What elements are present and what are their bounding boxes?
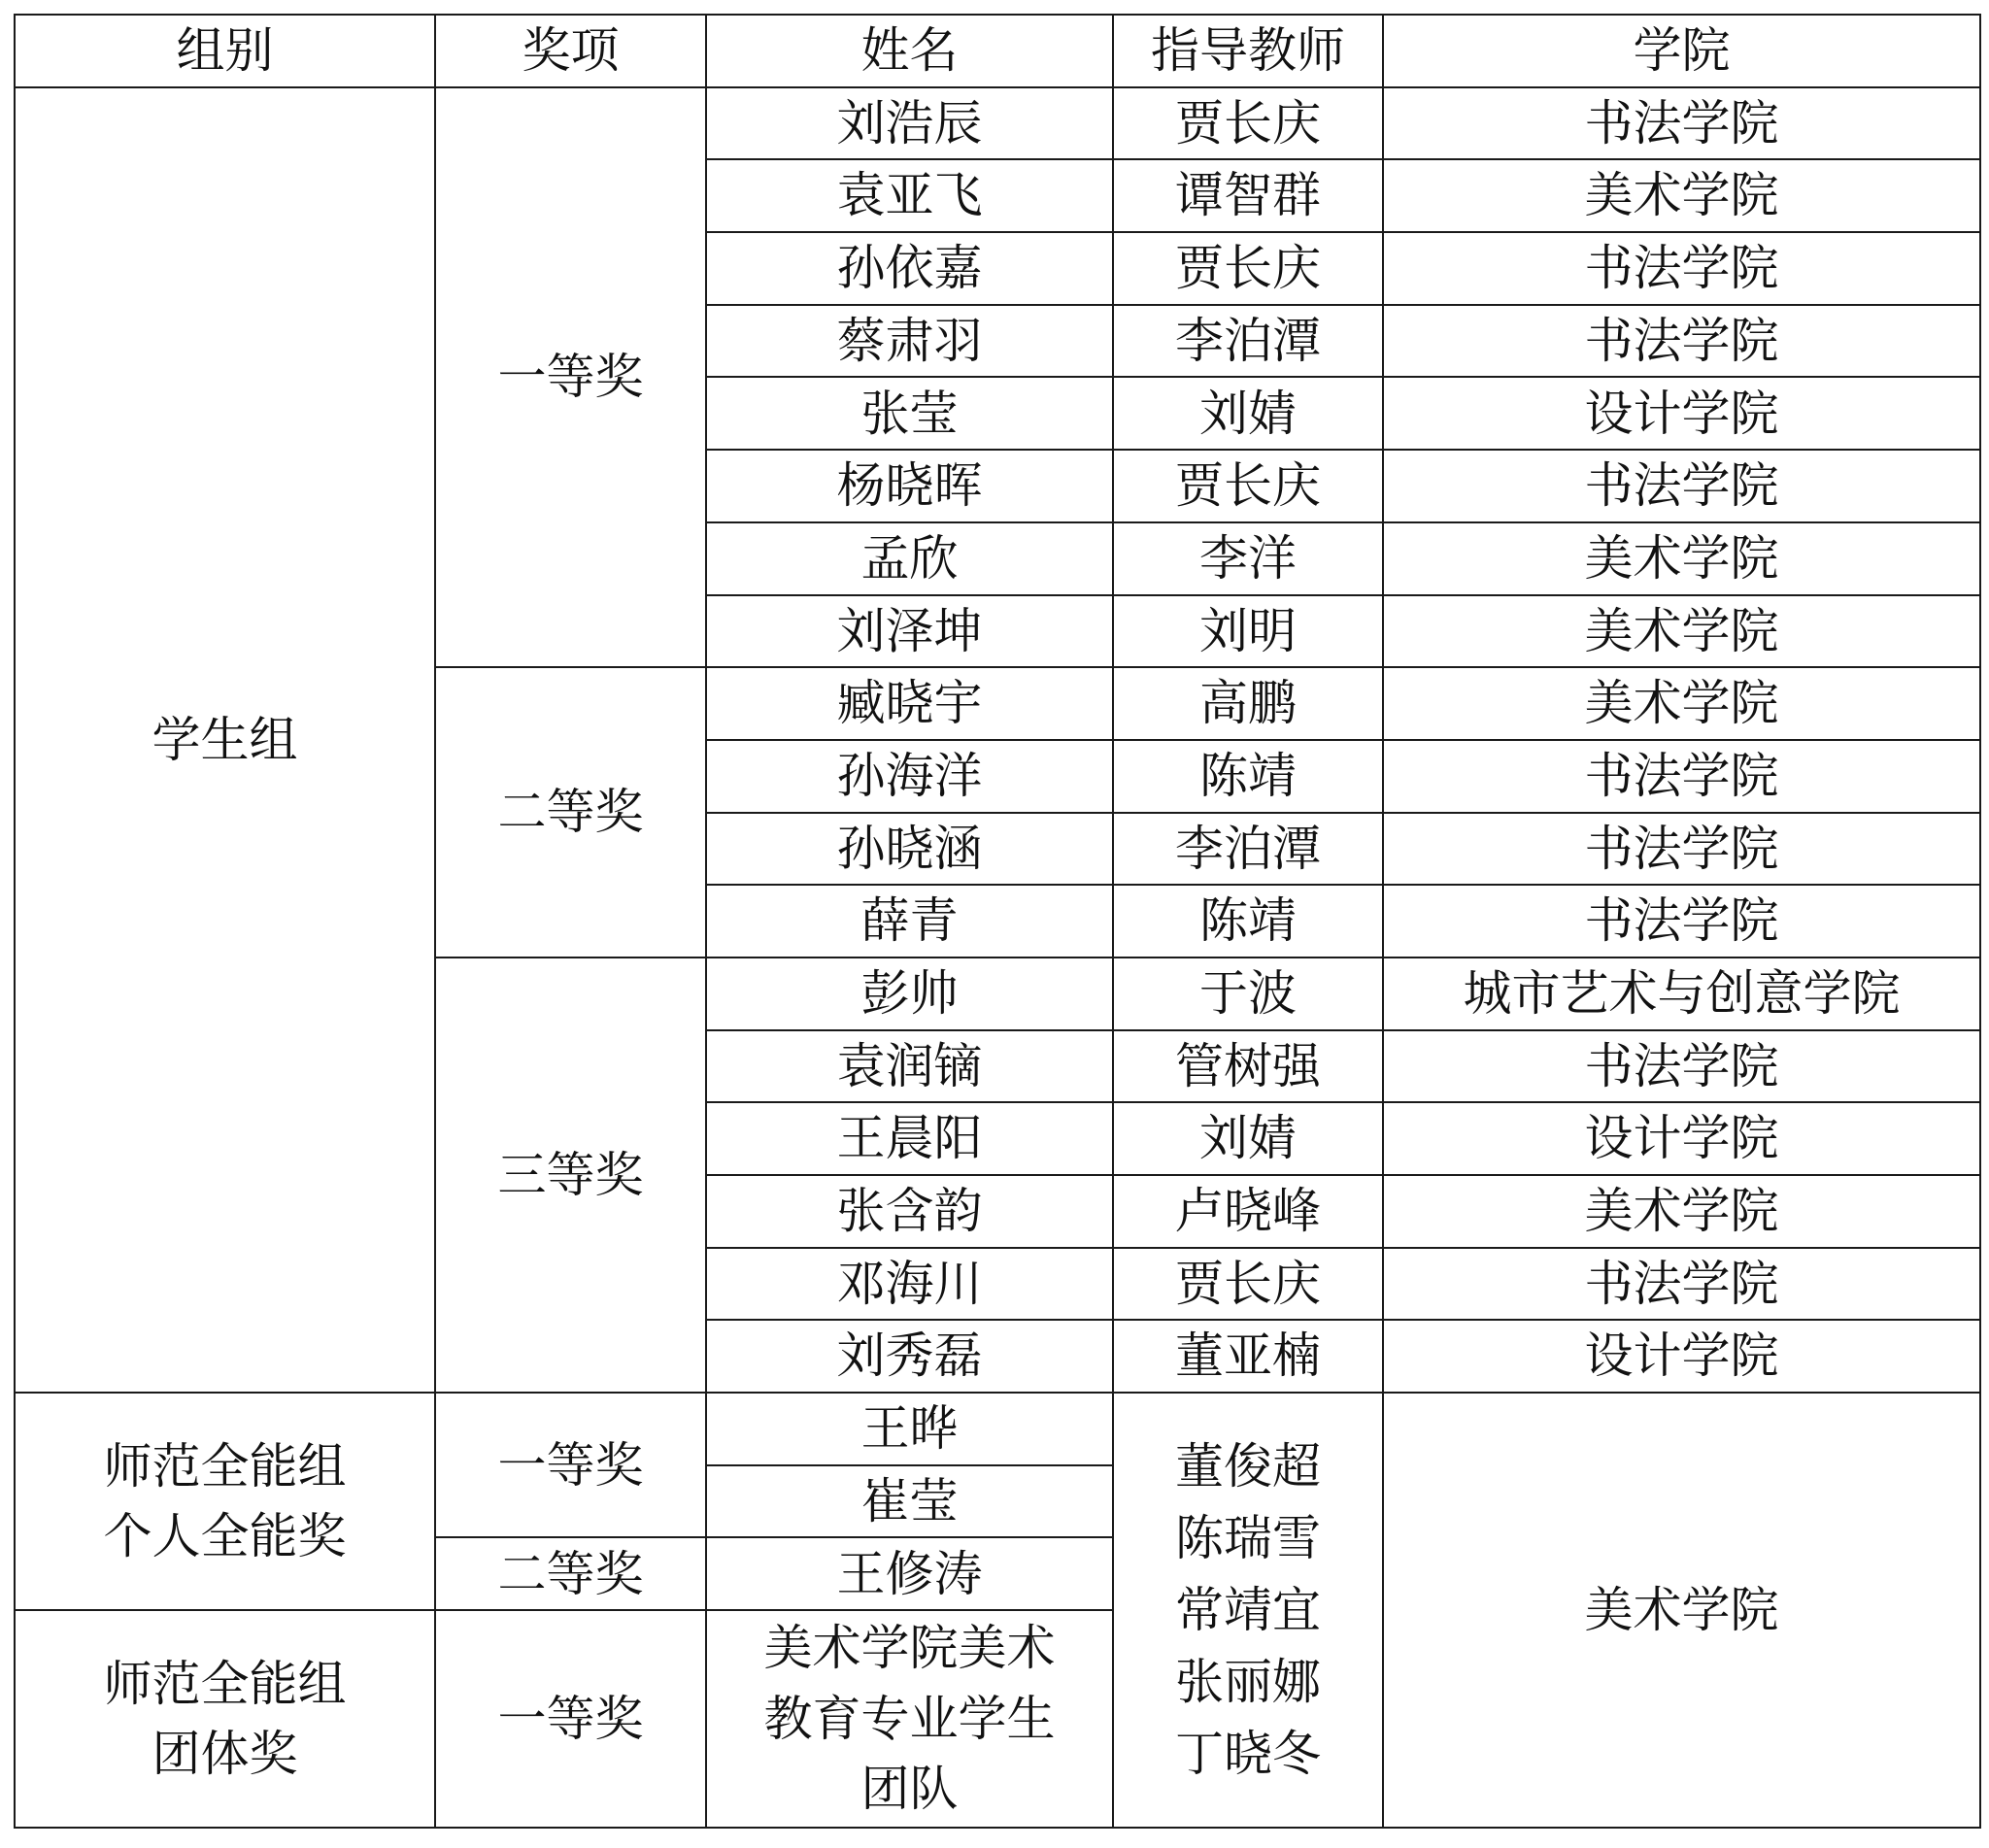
college-cell-shared: 美术学院 (1383, 1393, 1980, 1828)
team-line2: 教育专业学生 (763, 1690, 1056, 1747)
name-cell: 臧晓宇 (706, 667, 1113, 740)
header-college: 学院 (1383, 15, 1980, 87)
name-cell: 杨晓晖 (706, 450, 1113, 522)
college-cell: 书法学院 (1383, 1030, 1980, 1103)
college-cell: 书法学院 (1383, 885, 1980, 958)
name-cell-team (706, 1610, 1113, 1828)
college-cell: 书法学院 (1383, 232, 1980, 305)
college-cell: 设计学院 (1383, 377, 1980, 450)
name-cell: 邓海川 (706, 1248, 1113, 1321)
college-cell: 美术学院 (1383, 159, 1980, 232)
name-cell: 孙海洋 (706, 740, 1113, 813)
college-cell: 美术学院 (1383, 1175, 1980, 1248)
prize-cell-third: 三等奖 (435, 958, 706, 1393)
name-cell: 刘浩辰 (706, 87, 1113, 160)
teacher-cell: 刘婧 (1113, 1102, 1383, 1175)
prize-cell-first: 一等奖 (435, 87, 706, 668)
name-cell: 孙晓涵 (706, 813, 1113, 886)
name-cell: 崔莹 (706, 1465, 1113, 1538)
name-cell: 张莹 (706, 377, 1113, 450)
team-line3: 团队 (860, 1761, 959, 1818)
college-cell: 书法学院 (1383, 1248, 1980, 1321)
teacher-cell: 贾长庆 (1113, 87, 1383, 160)
teacher-cell: 李洋 (1113, 522, 1383, 595)
college-cell: 城市艺术与创意学院 (1383, 958, 1980, 1030)
header-name: 姓名 (706, 15, 1113, 87)
teacher-cell: 陈靖 (1113, 885, 1383, 958)
name-cell: 王晨阳 (706, 1102, 1113, 1175)
college-cell: 书法学院 (1383, 740, 1980, 813)
teacher-cell: 卢晓峰 (1113, 1175, 1383, 1248)
name-cell: 蔡肃羽 (706, 305, 1113, 378)
header-group: 组别 (15, 15, 435, 87)
name-cell: 王晔 (706, 1393, 1113, 1465)
teacher-cell: 刘婧 (1113, 377, 1383, 450)
prize-cell-second: 二等奖 (435, 667, 706, 958)
header-prize: 奖项 (435, 15, 706, 87)
college-cell: 书法学院 (1383, 450, 1980, 522)
name-cell: 刘泽坤 (706, 595, 1113, 668)
team-line1: 美术学院美术 (763, 1620, 1056, 1677)
name-cell: 孙依嘉 (706, 232, 1113, 305)
college-cell: 设计学院 (1383, 1102, 1980, 1175)
group-cell-individual (15, 1393, 435, 1610)
teacher-cell: 董亚楠 (1113, 1320, 1383, 1393)
shared-teacher: 董俊超 (1175, 1438, 1321, 1495)
group-team-line1: 师范全能组 (103, 1655, 347, 1712)
college-cell: 书法学院 (1383, 87, 1980, 160)
teacher-cell: 贾长庆 (1113, 232, 1383, 305)
shared-teacher: 丁晓冬 (1175, 1726, 1321, 1783)
name-cell: 袁亚飞 (706, 159, 1113, 232)
name-cell: 王修涛 (706, 1537, 1113, 1610)
table-row (15, 87, 1980, 160)
group-cell-student: 学生组 (15, 87, 435, 1393)
prize-cell-individual-second: 二等奖 (435, 1537, 706, 1610)
teacher-cell: 贾长庆 (1113, 450, 1383, 522)
teacher-cell-shared (1113, 1393, 1383, 1828)
prize-cell-team: 一等奖 (435, 1610, 706, 1828)
group-individual-line2: 个人全能奖 (103, 1508, 347, 1565)
college-cell: 美术学院 (1383, 595, 1980, 668)
name-cell: 彭帅 (706, 958, 1113, 1030)
teacher-cell: 刘明 (1113, 595, 1383, 668)
teacher-cell: 李泊潭 (1113, 305, 1383, 378)
teacher-cell: 管树强 (1113, 1030, 1383, 1103)
teacher-cell: 于波 (1113, 958, 1383, 1030)
shared-teacher: 常靖宜 (1175, 1582, 1321, 1639)
awards-table (14, 14, 1981, 1829)
shared-teacher: 陈瑞雪 (1175, 1510, 1321, 1567)
shared-teacher: 张丽娜 (1175, 1654, 1321, 1711)
college-cell: 书法学院 (1383, 813, 1980, 886)
table-row (15, 1393, 1980, 1465)
prize-cell-individual-first: 一等奖 (435, 1393, 706, 1537)
name-cell: 薛青 (706, 885, 1113, 958)
college-cell: 美术学院 (1383, 522, 1980, 595)
group-individual-line1: 师范全能组 (103, 1437, 347, 1495)
name-cell: 刘秀磊 (706, 1320, 1113, 1393)
college-cell: 美术学院 (1383, 667, 1980, 740)
teacher-cell: 高鹏 (1113, 667, 1383, 740)
group-team-line2: 团体奖 (152, 1726, 298, 1783)
header-row (15, 15, 1980, 87)
group-cell-team (15, 1610, 435, 1828)
teacher-cell: 陈靖 (1113, 740, 1383, 813)
name-cell: 袁润镝 (706, 1030, 1113, 1103)
header-teacher: 指导教师 (1113, 15, 1383, 87)
name-cell: 张含韵 (706, 1175, 1113, 1248)
college-cell: 书法学院 (1383, 305, 1980, 378)
name-cell: 孟欣 (706, 522, 1113, 595)
teacher-cell: 李泊潭 (1113, 813, 1383, 886)
college-cell: 设计学院 (1383, 1320, 1980, 1393)
teacher-cell: 贾长庆 (1113, 1248, 1383, 1321)
teacher-cell: 谭智群 (1113, 159, 1383, 232)
